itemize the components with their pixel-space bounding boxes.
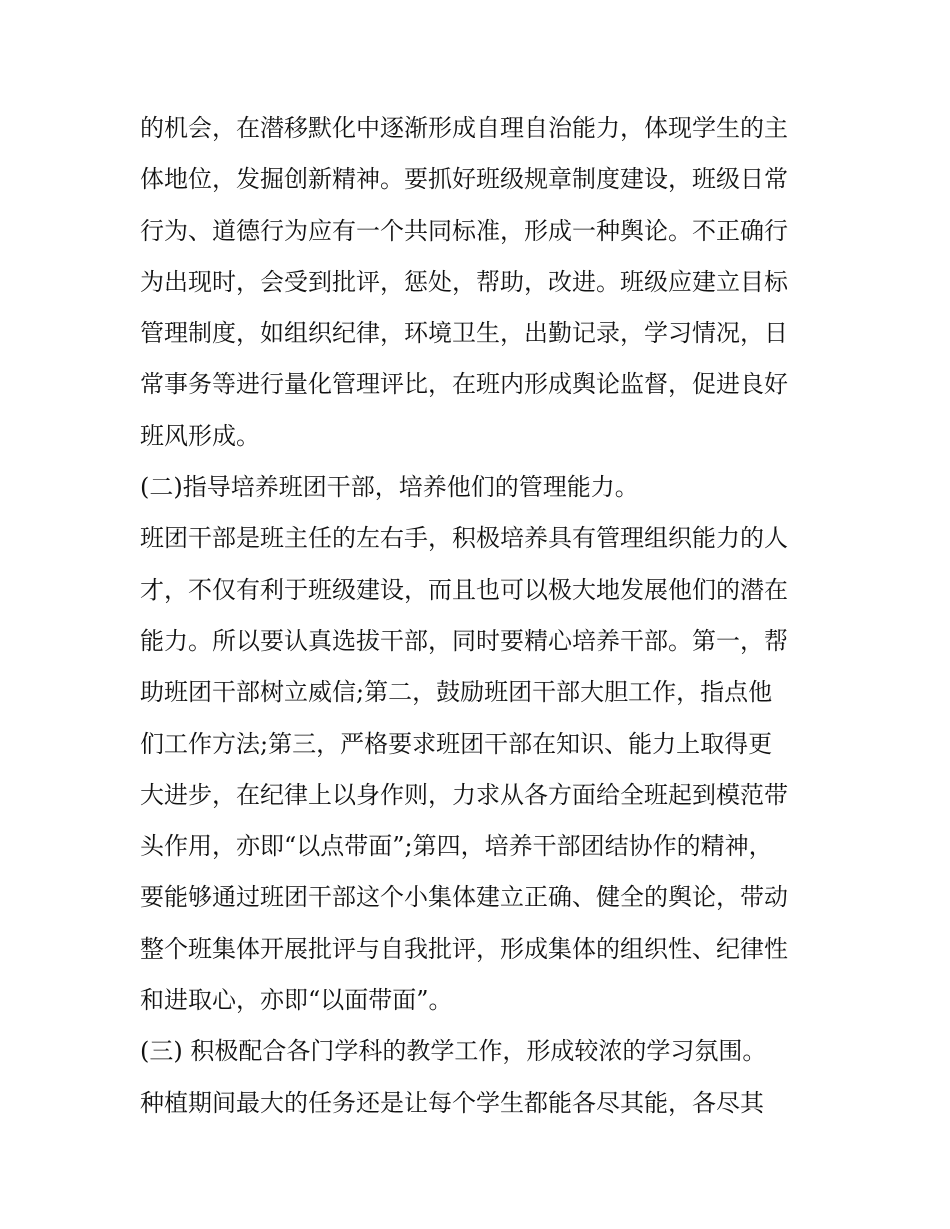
text-line: 大进步，在纪律上以身作则，力求从各方面给全班起到模范带 <box>140 780 788 809</box>
text-line: 助班团干部树立威信;第二，鼓励班团干部大胆工作，指点他 <box>140 678 773 707</box>
text-line: 整个班集体开展批评与自我批评，形成集体的组织性、纪律性 <box>140 934 788 963</box>
text-line: 常事务等进行量化管理评比，在班内形成舆论监督，促进良好 <box>140 370 788 399</box>
section-heading: (三) 积极配合各门学科的教学工作，形成较浓的学习氛围。 <box>140 1037 767 1066</box>
text-line: 管理制度，如组织纪律，环境卫生，出勤记录，学习情况，日 <box>140 319 788 348</box>
text-line: 头作用，亦即“以点带面”;第四，培养干部团结协作的精神， <box>140 832 773 861</box>
text-line: 班团干部是班主任的左右手，积极培养具有管理组织能力的人 <box>140 524 788 553</box>
text-line: 班风形成。 <box>140 421 260 450</box>
text-line: 为出现时，会受到批评，惩处，帮助，改进。班级应建立目标 <box>140 267 788 296</box>
text-line: 才，不仅有利于班级建设，而且也可以极大地发展他们的潜在 <box>140 575 788 604</box>
text-line: 种植期间最大的任务还是让每个学生都能各尽其能，各尽其 <box>140 1088 764 1117</box>
body-text <box>140 103 830 1129</box>
text-line: 和进取心，亦即“以面带面”。 <box>140 986 453 1015</box>
text-line: 行为、道德行为应有一个共同标准，形成一种舆论。不正确行 <box>140 216 788 245</box>
text-line: 要能够通过班团干部这个小集体建立正确、健全的舆论，带动 <box>140 883 788 912</box>
text-line: 的机会，在潜移默化中逐渐形成自理自治能力，体现学生的主 <box>140 114 788 142</box>
text-line: 们工作方法;第三，严格要求班团干部在知识、能力上取得更 <box>140 729 773 758</box>
text-line: 能力。所以要认真选拔干部，同时要精心培养干部。第一，帮 <box>140 626 788 655</box>
text-line: 体地位，发掘创新精神。要抓好班级规章制度建设，班级日常 <box>140 165 788 194</box>
section-heading: (二)指导培养班团干部，培养他们的管理能力。 <box>140 473 639 502</box>
